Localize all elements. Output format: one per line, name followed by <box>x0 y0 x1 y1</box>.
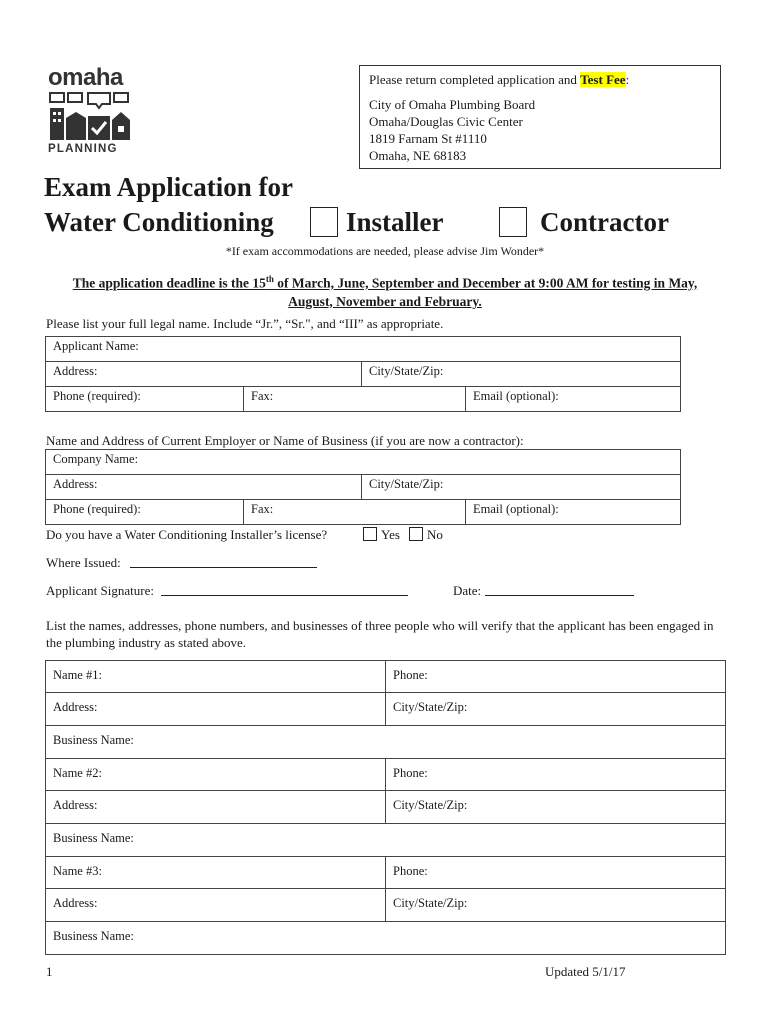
no-label: No <box>427 527 443 542</box>
applicant-address-field[interactable]: Address: <box>46 362 362 387</box>
deadline-part2: of March, June, September and December at 9:00 AM for testing in May, August, November and February. <box>273 275 698 309</box>
installer-label: Installer <box>346 207 444 237</box>
where-issued-label: Where Issued: <box>46 555 121 570</box>
address-line: 1819 Farnam St #1110 <box>369 131 487 146</box>
employer-table <box>45 449 681 525</box>
license-question: Do you have a Water Conditioning Installer’s license? <box>46 527 328 542</box>
yes-label: Yes <box>381 527 400 542</box>
no-checkbox[interactable] <box>409 527 423 541</box>
references-table <box>45 660 726 955</box>
address-line: Omaha/Douglas Civic Center <box>369 114 523 129</box>
applicant-fax-field[interactable]: Fax: <box>244 387 466 412</box>
company-name-field[interactable]: Company Name: <box>46 450 681 475</box>
ref1-name-field[interactable]: Name #1: <box>46 661 386 693</box>
yes-checkbox[interactable] <box>363 527 377 541</box>
page-number: 1 <box>46 964 53 979</box>
address-line: Omaha, NE 68183 <box>369 148 467 163</box>
employer-city-field[interactable]: City/State/Zip: <box>362 475 681 500</box>
logo-subtitle: PLANNING <box>48 143 118 155</box>
ref2-name-field[interactable]: Name #2: <box>46 759 386 791</box>
page-title-line1: Exam Application for <box>44 172 294 202</box>
ref3-name-field[interactable]: Name #3: <box>46 857 386 889</box>
logo-word: omaha <box>48 64 123 91</box>
deadline-part1: The application deadline is the 15 <box>72 275 266 291</box>
ref1-phone-field[interactable]: Phone: <box>386 661 726 693</box>
employer-phone-field[interactable]: Phone (required): <box>46 500 244 525</box>
ref2-business-field[interactable]: Business Name: <box>46 824 726 857</box>
date-label: Date: <box>453 583 482 598</box>
ref1-address-field[interactable]: Address: <box>46 693 386 726</box>
employer-address-field[interactable]: Address: <box>46 475 362 500</box>
page-title-line2: Water Conditioning <box>44 207 274 237</box>
test-fee-highlight: Test Fee <box>580 72 626 87</box>
installer-checkbox[interactable] <box>310 207 338 237</box>
contractor-label: Contractor <box>540 207 669 237</box>
ref2-address-field[interactable]: Address: <box>46 791 386 824</box>
license-no-option[interactable] <box>409 526 443 543</box>
deadline-notice <box>60 270 710 311</box>
accommodations-note: *If exam accommodations are needed, please advise Jim Wonder* <box>225 244 545 258</box>
ref2-phone-field[interactable]: Phone: <box>386 759 726 791</box>
ref2-city-field[interactable]: City/State/Zip: <box>386 791 726 824</box>
ref3-phone-field[interactable]: Phone: <box>386 857 726 889</box>
date-line[interactable] <box>485 595 634 596</box>
license-yes-option[interactable] <box>363 526 400 543</box>
references-intro: List the names, addresses, phone numbers, and businesses of three people who will verify that the applicant has been engaged in the plumbing industry as stated above. <box>46 618 714 650</box>
omaha-planning-logo <box>46 66 136 158</box>
return-prefix: Please return completed application and <box>369 72 581 87</box>
return-suffix: : <box>625 72 630 87</box>
signature-line[interactable] <box>161 595 408 596</box>
applicant-city-field[interactable]: City/State/Zip: <box>362 362 681 387</box>
contractor-checkbox[interactable] <box>499 207 527 237</box>
applicant-phone-field[interactable]: Phone (required): <box>46 387 244 412</box>
applicant-table <box>45 336 681 412</box>
ref1-business-field[interactable]: Business Name: <box>46 726 726 759</box>
employer-intro: Name and Address of Current Employer or Name of Business (if you are now a contractor): <box>46 433 524 448</box>
applicant-intro: Please list your full legal name. Include “Jr.”, “Sr.", and “III” as appropriate. <box>46 316 444 331</box>
applicant-email-field[interactable]: Email (optional): <box>466 387 681 412</box>
deadline-sup: th <box>265 274 274 284</box>
updated-date: Updated 5/1/17 <box>545 964 626 979</box>
ref3-business-field[interactable]: Business Name: <box>46 922 726 955</box>
logo-buildings-icon <box>48 92 134 142</box>
ref3-address-field[interactable]: Address: <box>46 889 386 922</box>
ref3-city-field[interactable]: City/State/Zip: <box>386 889 726 922</box>
where-issued-line[interactable] <box>130 567 317 568</box>
employer-email-field[interactable]: Email (optional): <box>466 500 681 525</box>
signature-label: Applicant Signature: <box>46 583 154 598</box>
employer-fax-field[interactable]: Fax: <box>244 500 466 525</box>
ref1-city-field[interactable]: City/State/Zip: <box>386 693 726 726</box>
return-instruction <box>369 71 711 88</box>
applicant-name-field[interactable]: Applicant Name: <box>46 337 681 362</box>
address-line: City of Omaha Plumbing Board <box>369 97 536 112</box>
return-address-box <box>359 65 721 169</box>
